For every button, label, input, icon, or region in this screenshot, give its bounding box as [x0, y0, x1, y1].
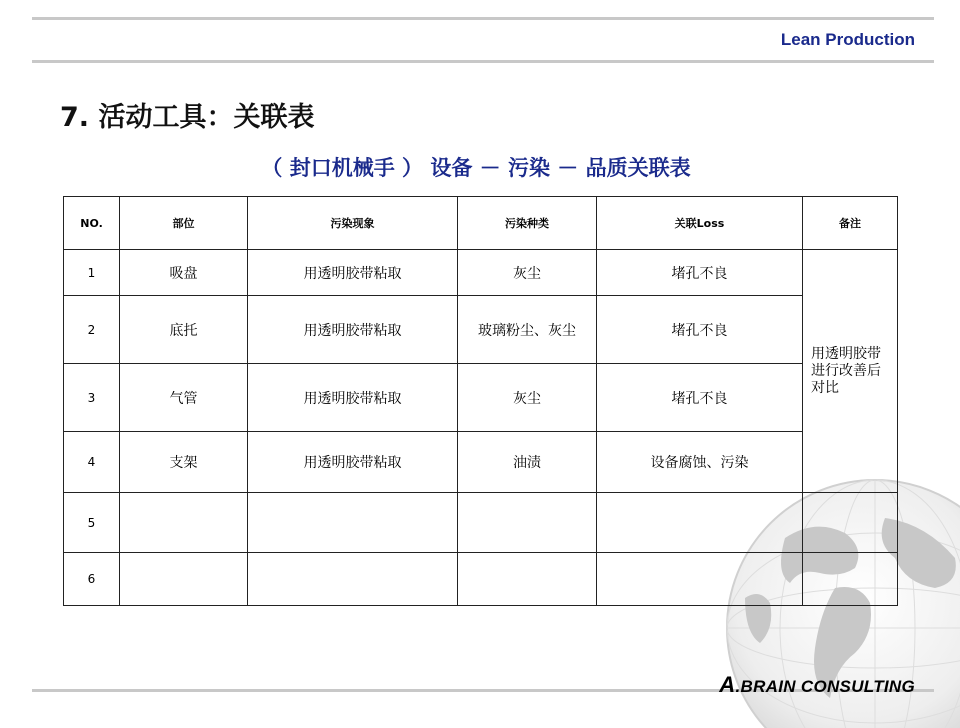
- cell-part: 气管: [120, 364, 248, 432]
- cell-phenomenon: 用透明胶带粘取: [248, 250, 458, 296]
- table-row: [64, 553, 898, 606]
- col-header-no: NO.: [64, 197, 120, 250]
- cell-part: [120, 493, 248, 553]
- cell-loss: 堵孔不良: [597, 296, 803, 364]
- cell-phenomenon: [248, 493, 458, 553]
- relation-table: [63, 196, 898, 606]
- cell-part: [120, 553, 248, 606]
- cell-loss: 堵孔不良: [597, 364, 803, 432]
- page-title: 7. 活动工具：关联表: [60, 102, 315, 133]
- cell-part: 支架: [120, 432, 248, 493]
- cell-phenomenon: [248, 553, 458, 606]
- cell-part: 底托: [120, 296, 248, 364]
- col-header-type: 污染种类: [458, 197, 597, 250]
- cell-remark: [803, 493, 898, 553]
- cell-no: 4: [64, 432, 120, 493]
- table-row: [64, 364, 898, 432]
- table-title: （ 封口机械手 ） 设备 － 污染 － 品质关联表: [261, 156, 691, 180]
- cell-type: 灰尘: [458, 250, 597, 296]
- table-row: [64, 493, 898, 553]
- table-row: [64, 250, 898, 296]
- cell-no: 3: [64, 364, 120, 432]
- col-header-remark: 备注: [803, 197, 898, 250]
- cell-loss: [597, 493, 803, 553]
- cell-loss: 设备腐蚀、污染: [597, 432, 803, 493]
- logo-text: .BRAIN CONSULTING: [735, 677, 915, 696]
- logo-initial: A: [719, 672, 736, 697]
- cell-remark: [803, 553, 898, 606]
- table-row: [64, 432, 898, 493]
- remark-text: 用透明胶带进行改善后对比: [811, 345, 881, 396]
- cell-no: 5: [64, 493, 120, 553]
- cell-phenomenon: 用透明胶带粘取: [248, 364, 458, 432]
- cell-type: 油渍: [458, 432, 597, 493]
- cell-no: 6: [64, 553, 120, 606]
- header-rule-lower: [32, 60, 934, 63]
- col-header-loss: 关联Loss: [597, 197, 803, 250]
- col-header-phenomenon: 污染现象: [248, 197, 458, 250]
- col-header-part: 部位: [120, 197, 248, 250]
- cell-remark: [803, 250, 898, 493]
- brand-label: Lean Production: [780, 30, 915, 49]
- cell-no: 1: [64, 250, 120, 296]
- table-row: [64, 296, 898, 364]
- cell-type: [458, 553, 597, 606]
- cell-no: 2: [64, 296, 120, 364]
- cell-loss: [597, 553, 803, 606]
- cell-type: 玻璃粉尘、灰尘: [458, 296, 597, 364]
- header-rule: [32, 17, 934, 20]
- cell-phenomenon: 用透明胶带粘取: [248, 296, 458, 364]
- cell-loss: 堵孔不良: [597, 250, 803, 296]
- cell-type: [458, 493, 597, 553]
- cell-type: 灰尘: [458, 364, 597, 432]
- cell-phenomenon: 用透明胶带粘取: [248, 432, 458, 493]
- table-header-row: [64, 197, 898, 250]
- consulting-logo: [719, 672, 915, 698]
- cell-part: 吸盘: [120, 250, 248, 296]
